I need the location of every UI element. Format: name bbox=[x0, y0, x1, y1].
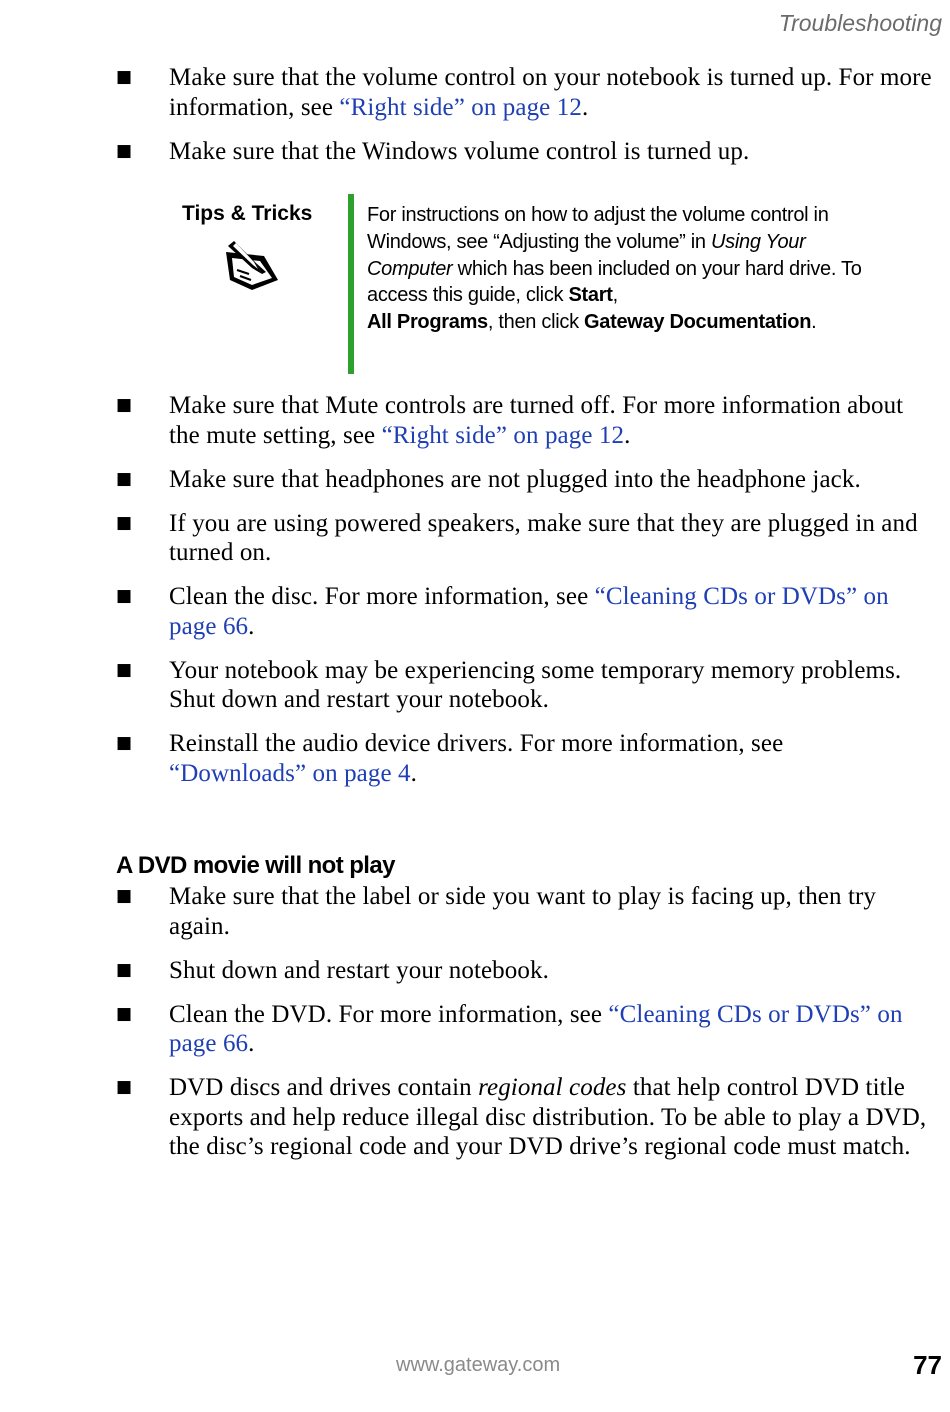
text-run: If you are using powered speakers, make sure that they are plugged in and turned on. bbox=[169, 509, 918, 566]
text-run: DVD discs and drives contain bbox=[169, 1074, 479, 1101]
text-run: Clean the disc. For more information, see bbox=[169, 583, 595, 610]
text-run: Your notebook may be experiencing some temporary memory problems. Shut down and restart your notebook. bbox=[169, 656, 902, 713]
list-item bbox=[116, 391, 938, 450]
text-run: Make sure that the volume control on your notebook is turned up. For more information, see bbox=[169, 64, 932, 121]
section-heading: A DVD movie will not play bbox=[116, 852, 395, 879]
text-run: Gateway Documentation bbox=[584, 311, 812, 334]
square-bullet-icon: ■ bbox=[116, 468, 133, 489]
square-bullet-icon: ■ bbox=[116, 140, 133, 161]
bullet-list-dvd bbox=[116, 882, 938, 1176]
text-run: Make sure that Mute controls are turned off. For more information about the mute setting, see bbox=[169, 392, 904, 449]
text-run: . bbox=[811, 311, 817, 334]
list-item bbox=[116, 63, 938, 122]
text-run: . bbox=[410, 759, 417, 787]
cross-reference-link[interactable]: “Right side” on page 12 bbox=[381, 421, 625, 449]
text-run: . bbox=[581, 93, 589, 121]
text-run: . bbox=[248, 612, 255, 640]
running-head: Troubleshooting bbox=[778, 10, 942, 36]
list-item bbox=[116, 956, 938, 986]
text-run: . bbox=[624, 421, 631, 449]
text-run: For instructions on how to adjust the volume control in Windows, see “Adjusting the volume” in bbox=[367, 204, 829, 253]
text-run: Start bbox=[568, 284, 613, 307]
cross-reference-link[interactable]: “Cleaning CDs or DVDs” on page 66 bbox=[169, 583, 889, 640]
text-run: All Programs bbox=[367, 311, 488, 334]
list-item bbox=[116, 137, 938, 167]
text-run: , bbox=[612, 284, 618, 307]
tips-divider-bar bbox=[348, 194, 354, 374]
text-run: Make sure that the Windows volume control is turned up. bbox=[169, 137, 750, 165]
text-run: , then click bbox=[487, 311, 585, 334]
text-run: Clean the DVD. For more information, see bbox=[169, 1000, 609, 1028]
tips-body bbox=[367, 202, 877, 336]
square-bullet-icon: ■ bbox=[116, 67, 133, 87]
square-bullet-icon: ■ bbox=[116, 733, 133, 753]
cross-reference-link[interactable]: “Cleaning CDs or DVDs” on page 66 bbox=[169, 1000, 903, 1057]
text-run: Make sure that the label or side you want to play is facing up, then try again. bbox=[169, 883, 877, 940]
footer-url[interactable]: www.gateway.com bbox=[396, 1354, 561, 1376]
text-run: regional codes bbox=[478, 1074, 627, 1101]
list-item bbox=[116, 582, 938, 641]
cross-reference-link[interactable]: “Downloads” on page 4 bbox=[169, 759, 411, 787]
list-item bbox=[116, 465, 938, 495]
square-bullet-icon: ■ bbox=[116, 1003, 133, 1024]
text-run: Using Your Computer bbox=[367, 230, 806, 280]
pencil-note-icon bbox=[222, 236, 280, 297]
square-bullet-icon: ■ bbox=[116, 959, 133, 980]
bullet-list-top bbox=[116, 63, 938, 181]
text-run: Shut down and restart your notebook. bbox=[169, 956, 549, 984]
page-number: 77 bbox=[913, 1350, 942, 1380]
list-item bbox=[116, 1073, 938, 1162]
text-run: which has been included on your hard drive. To access this guide, click bbox=[367, 257, 862, 307]
tips-label: Tips & Tricks bbox=[182, 202, 313, 225]
list-item bbox=[116, 509, 938, 568]
list-item bbox=[116, 882, 938, 941]
text-run: . bbox=[248, 1030, 255, 1057]
tips-and-tricks-box bbox=[180, 194, 880, 374]
square-bullet-icon: ■ bbox=[116, 395, 133, 415]
list-item bbox=[116, 1000, 938, 1059]
text-run: Make sure that headphones are not plugged into the headphone jack. bbox=[169, 465, 861, 493]
cross-reference-link[interactable]: “Right side” on page 12 bbox=[339, 93, 582, 121]
text-run: that help control DVD title exports and help reduce illegal disc distribution. To be able to play a DVD, the disc’s regional code and your DVD drive’s regional code must match. bbox=[169, 1074, 927, 1160]
square-bullet-icon: ■ bbox=[116, 586, 133, 606]
list-item bbox=[116, 729, 938, 788]
text-run: Reinstall the audio device drivers. For more information, see bbox=[169, 730, 784, 757]
square-bullet-icon: ■ bbox=[116, 886, 133, 906]
square-bullet-icon: ■ bbox=[116, 1077, 133, 1097]
bullet-list-middle bbox=[116, 391, 938, 803]
square-bullet-icon: ■ bbox=[116, 512, 133, 533]
list-item bbox=[116, 656, 938, 715]
square-bullet-icon: ■ bbox=[116, 659, 133, 680]
